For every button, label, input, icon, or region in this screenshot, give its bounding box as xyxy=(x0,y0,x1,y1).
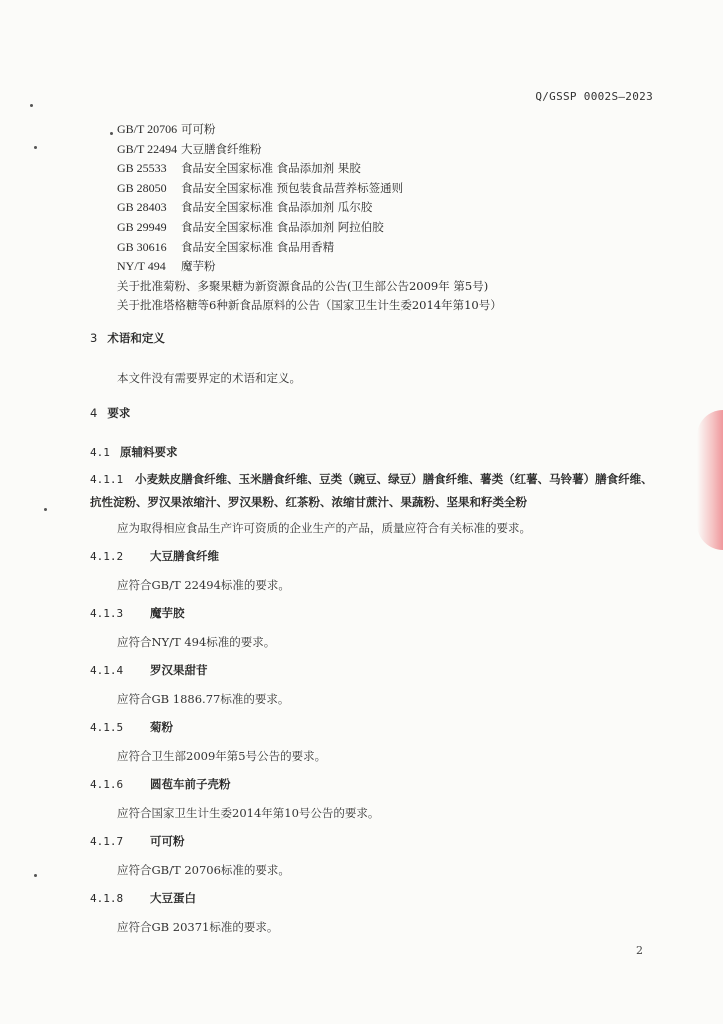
item-body-4-1-1: 应为取得相应食品生产许可资质的企业生产的产品，质量应符合有关标准的要求。 xyxy=(117,521,531,535)
reference-title: 大豆膳食纤维粉 xyxy=(181,141,262,156)
scan-speck xyxy=(44,508,47,511)
item-body: 应符合NY/T 494标准的要求。 xyxy=(117,635,276,649)
reference-title: 关于批准塔格糖等6种新食品原料的公告（国家卫生计生委2014年第10号） xyxy=(117,298,502,313)
item-heading-4-1-1 xyxy=(90,468,660,513)
item-title: 大豆蛋白 xyxy=(150,891,196,905)
item-body: 应符合GB 1886.77标准的要求。 xyxy=(117,692,290,706)
reference-title: 关于批准菊粉、多聚果糖为新资源食品的公告(卫生部公告2009年 第5号) xyxy=(117,278,489,293)
reference-title: 食品安全国家标准 食品添加剂 阿拉伯胶 xyxy=(181,219,384,234)
item-title: 大豆膳食纤维 xyxy=(150,549,219,563)
page-number: 2 xyxy=(636,944,643,957)
section-number: 4.1 xyxy=(90,446,110,459)
reference-title: 食品安全国家标准 食品用香精 xyxy=(181,239,335,254)
reference-code: GB 25533 xyxy=(117,161,167,176)
reference-code: GB 28050 xyxy=(117,180,167,195)
item-title: 魔芋胶 xyxy=(150,606,185,620)
reference-title: 食品安全国家标准 食品添加剂 果胶 xyxy=(181,161,361,176)
reference-line xyxy=(117,120,677,140)
scan-speck xyxy=(34,874,37,877)
scan-speck xyxy=(110,132,113,135)
reference-code: GB/T 22494 xyxy=(117,141,178,156)
item-title: 可可粉 xyxy=(150,834,185,848)
reference-line xyxy=(117,198,677,218)
item-title: 罗汉果甜苷 xyxy=(150,663,208,677)
item-heading xyxy=(90,548,219,564)
item-heading xyxy=(90,605,185,621)
section-number: 4 xyxy=(90,406,98,420)
reference-line xyxy=(117,179,677,199)
reference-code: GB 28403 xyxy=(117,200,167,215)
item-body: 应符合GB/T 20706标准的要求。 xyxy=(117,863,290,877)
item-number: 4.1.1 xyxy=(90,473,124,486)
item-body: 应符合国家卫生计生委2014年第10号公告的要求。 xyxy=(117,806,380,820)
reference-title: 魔芋粉 xyxy=(181,259,216,274)
item-title: 菊粉 xyxy=(150,720,173,734)
item-heading xyxy=(90,776,231,792)
item-number: 4.1.5 xyxy=(90,721,124,734)
reference-line xyxy=(117,140,677,160)
section-title: 原辅料要求 xyxy=(120,445,178,459)
section-title: 术语和定义 xyxy=(107,331,165,345)
reference-code: NY/T 494 xyxy=(117,259,166,274)
item-body: 应符合GB 20371标准的要求。 xyxy=(117,920,279,934)
item-heading xyxy=(90,662,208,678)
section-number: 3 xyxy=(90,331,98,345)
normative-references-list xyxy=(117,120,677,316)
reference-title: 食品安全国家标准 预包装食品营养标签通则 xyxy=(181,180,404,195)
item-title: 小麦麸皮膳食纤维、玉米膳食纤维、豆类（豌豆、绿豆）膳食纤维、薯类（红薯、马铃薯）膳食纤维、抗性淀粉、罗汉果浓缩汁、罗汉果粉、红茶粉、浓缩甘蔗汁、果蔬粉、坚果和籽类全粉 xyxy=(90,472,653,509)
reference-line xyxy=(117,159,677,179)
red-seal-stamp-edge xyxy=(697,410,723,550)
reference-code: GB 29949 xyxy=(117,219,167,234)
reference-line xyxy=(117,296,677,316)
reference-line xyxy=(117,238,677,258)
section-heading-4-1 xyxy=(90,444,178,460)
scan-speck xyxy=(34,146,37,149)
section-heading-3 xyxy=(90,330,165,346)
reference-line xyxy=(117,218,677,238)
item-title: 圆苞车前子壳粉 xyxy=(150,777,231,791)
scan-speck xyxy=(30,104,33,107)
reference-code: GB/T 20706 xyxy=(117,122,178,136)
item-heading xyxy=(90,719,173,735)
item-body: 应符合GB/T 22494标准的要求。 xyxy=(117,578,290,592)
item-number: 4.1.2 xyxy=(90,550,124,563)
item-body: 应符合卫生部2009年第5号公告的要求。 xyxy=(117,749,327,763)
item-number: 4.1.4 xyxy=(90,664,124,677)
item-number: 4.1.3 xyxy=(90,607,124,620)
reference-code: GB 30616 xyxy=(117,239,167,254)
item-heading xyxy=(90,833,185,849)
section-heading-4 xyxy=(90,405,130,421)
item-heading xyxy=(90,890,196,906)
reference-title: 食品安全国家标准 食品添加剂 瓜尔胶 xyxy=(181,200,373,215)
section-title: 要求 xyxy=(107,406,131,420)
document-code: Q/GSSP 0002S—2023 xyxy=(535,90,653,103)
item-number: 4.1.6 xyxy=(90,778,124,791)
section-body-3: 本文件没有需要界定的术语和定义。 xyxy=(117,371,301,385)
reference-line xyxy=(117,257,677,277)
item-number: 4.1.8 xyxy=(90,892,124,905)
reference-title: 可可粉 xyxy=(181,122,216,136)
reference-line xyxy=(117,277,677,297)
item-number: 4.1.7 xyxy=(90,835,124,848)
